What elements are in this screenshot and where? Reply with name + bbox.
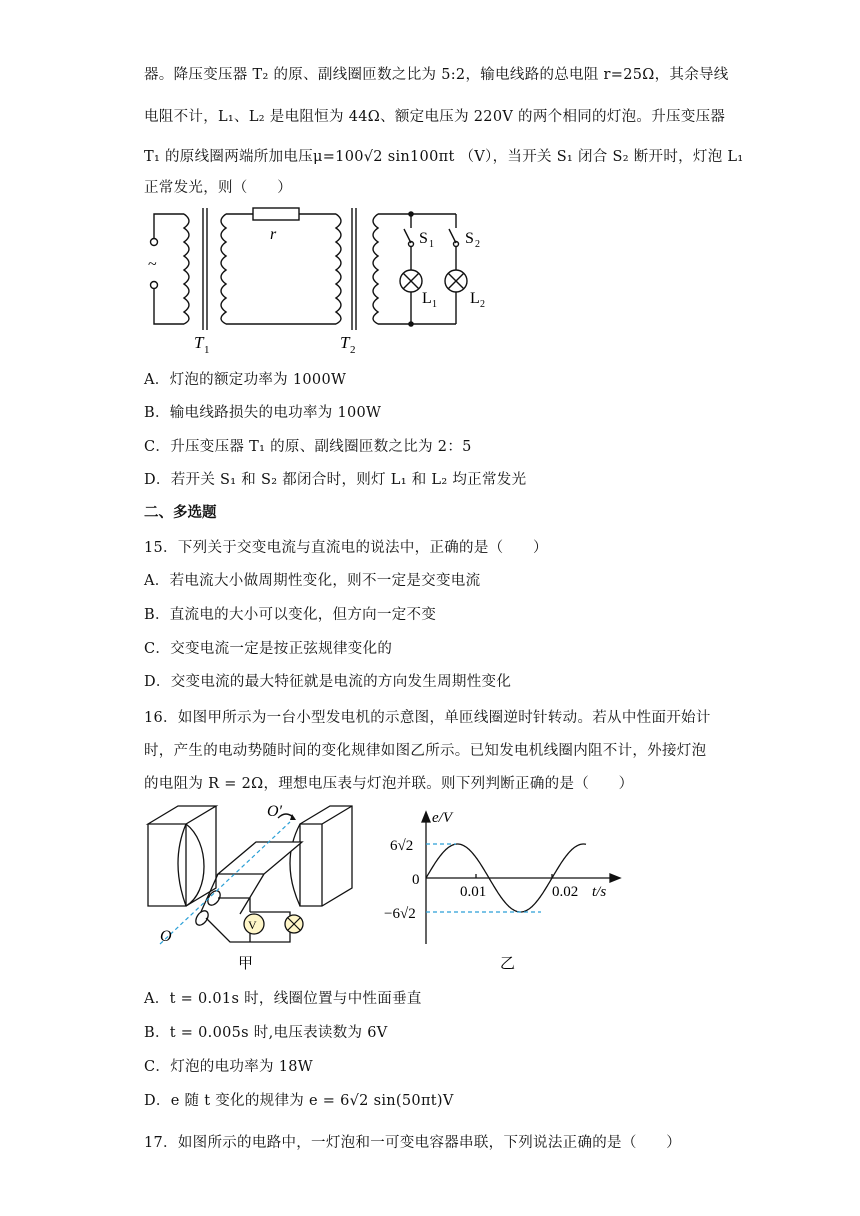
q14-option-a: A．灯泡的额定功率为 1000W (144, 372, 347, 388)
voltmeter-label: V (248, 918, 257, 932)
graph-x-tick-1: 0.01 (460, 884, 487, 900)
section-heading: 二、多选题 (144, 504, 217, 521)
axis-o-label: O (160, 928, 172, 945)
q14-option-d: D．若开关 S₁ 和 S₂ 都闭合时，则灯 L₁ 和 L₂ 均正常发光 (144, 472, 527, 488)
s1-label: S (419, 230, 428, 247)
q16-option-c: C．灯泡的电功率为 18W (144, 1059, 313, 1075)
q15-option-b: B．直流电的大小可以变化，但方向一定不变 (144, 607, 437, 623)
q16-option-b: B．t = 0.005s 时,电压表读数为 6V (144, 1025, 388, 1041)
t1-sub: 1 (204, 344, 210, 356)
graph-y-bottom: −6√2 (384, 906, 416, 922)
q14-option-c: C．升压变压器 T₁ 的原、副线圈匝数之比为 2：5 (144, 439, 472, 455)
q16-option-d: D．e 随 t 变化的规律为 e = 6√2 sin(50πt)V (144, 1093, 454, 1109)
l2-label: L (470, 290, 480, 307)
graph-y-top: 6√2 (390, 838, 414, 854)
q16-option-a: A．t = 0.01s 时，线圈位置与中性面垂直 (144, 991, 422, 1007)
q15-option-d: D．交变电流的最大特征就是电流的方向发生周期性变化 (144, 674, 512, 690)
q15-stem: 15．下列关于交变电流与直流电的说法中，正确的是（ ） (144, 540, 548, 556)
graph-x-tick-2: 0.02 (552, 884, 579, 900)
axis-oprime-label: O′ (267, 803, 283, 820)
t1-label: T (194, 333, 204, 352)
q14-line-4: 正常发光，则（ ） (144, 180, 292, 196)
l2-sub: 2 (480, 299, 485, 310)
t2-label: T (340, 333, 350, 352)
q15-option-a: A．若电流大小做周期性变化，则不一定是交变电流 (144, 573, 481, 589)
q16-line-3: 的电阻为 R = 2Ω，理想电压表与灯泡并联。则下列判断正确的是（ ） (144, 776, 634, 792)
ac-symbol: ~ (148, 256, 157, 273)
s1-sub: 1 (429, 239, 434, 250)
graph-xlabel: t/s (592, 884, 607, 900)
s2-label: S (465, 230, 474, 247)
q16-line-1: 16．如图甲所示为一台小型发电机的示意图，单匝线圈逆时针转动。若从中性面开始计 (144, 710, 711, 726)
graph-ylabel: e/V (432, 810, 452, 826)
l1-sub: 1 (432, 299, 437, 310)
fig-jia-caption: 甲 (238, 956, 254, 972)
q17-stem: 17．如图所示的电路中，一灯泡和一可变电容器串联，下列说法正确的是（ ） (144, 1135, 682, 1151)
s2-sub: 2 (475, 239, 480, 250)
q14-line-2: 电阻不计，L₁、L₂ 是电阻恒为 44Ω、额定电压为 220V 的两个相同的灯泡。升压变压器 (144, 109, 726, 125)
resistor-r-label: r (270, 226, 277, 243)
q14-line-1: 器。降压变压器 T₂ 的原、副线圈匝数之比为 5:2，输电线路的总电阻 r=25Ω，其余导线 (144, 67, 729, 83)
q15-option-c: C．交变电流一定是按正弦规律变化的 (144, 641, 393, 657)
q14-line-3: T₁ 的原线圈两端所加电压μ=100√2 sin100πt （V），当开关 S₁ 闭合 S₂ 断开时，灯泡 L₁ (144, 149, 744, 165)
fig-yi-caption: 乙 (500, 956, 516, 972)
transformer-circuit-figure (140, 198, 510, 358)
q14-option-b: B．输电线路损失的电功率为 100W (144, 405, 382, 421)
l1-label: L (422, 290, 432, 307)
emf-graph-yi (376, 808, 626, 976)
graph-origin: 0 (412, 872, 420, 888)
generator-figure-jia (140, 802, 360, 974)
t2-sub: 2 (350, 344, 356, 356)
q16-line-2: 时，产生的电动势随时间的变化规律如图乙所示。已知发电机线圈内阻不计，外接灯泡 (144, 743, 707, 759)
